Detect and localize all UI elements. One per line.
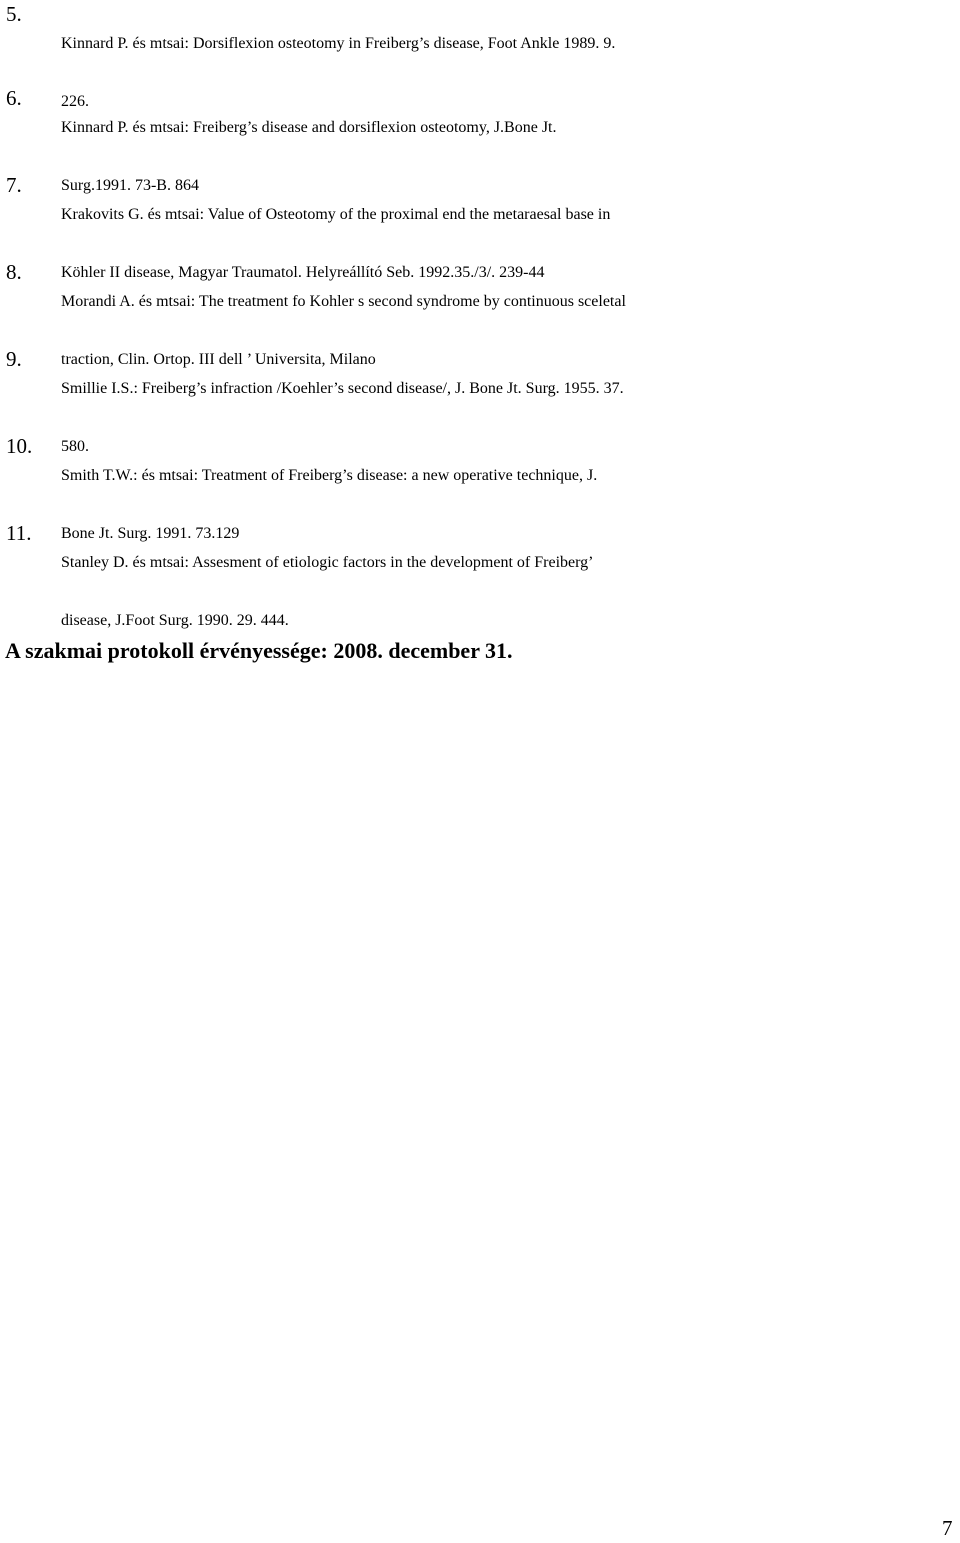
protocol-validity-note: A szakmai protokoll érvényessége: 2008. december 31. (5, 638, 513, 663)
reference-line: Bone Jt. Surg. 1991. 73.129 (61, 525, 240, 542)
reference-line: Stanley D. és mtsai: Assesment of etiologic factors in the development of Freiberg’ (61, 554, 594, 571)
reference-number: 11. (6, 521, 32, 545)
reference-line: Kinnard P. és mtsai: Dorsiflexion osteotomy in Freiberg’s disease, Foot Ankle 1989. 9. (61, 35, 616, 52)
reference-line: disease, J.Foot Surg. 1990. 29. 444. (61, 612, 289, 629)
reference-line: traction, Clin. Ortop. III dell ’ Universita, Milano (61, 351, 376, 368)
reference-line: Krakovits G. és mtsai: Value of Osteotomy of the proximal end the metaraesal base in (61, 206, 611, 223)
page-number: 7 (942, 1516, 953, 1540)
reference-line: Köhler II disease, Magyar Traumatol. Helyreállító Seb. 1992.35./3/. 239-44 (61, 264, 545, 281)
reference-line: Surg.1991. 73-B. 864 (61, 177, 199, 194)
reference-line: Smith T.W.: és mtsai: Treatment of Freiberg’s disease: a new operative technique, J. (61, 467, 598, 484)
reference-line: Smillie I.S.: Freiberg’s infraction /Koehler’s second disease/, J. Bone Jt. Surg. 1955. 37. (61, 380, 624, 397)
reference-number: 10. (6, 434, 33, 458)
reference-number: 9. (6, 347, 22, 371)
reference-number: 8. (6, 260, 22, 284)
reference-number: 5. (6, 2, 22, 26)
reference-line: Kinnard P. és mtsai: Freiberg’s disease and dorsiflexion osteotomy, J.Bone Jt. (61, 119, 557, 136)
reference-line: 580. (61, 438, 89, 455)
reference-line: Morandi A. és mtsai: The treatment fo Kohler s second syndrome by continuous sceletal (61, 293, 626, 310)
reference-number: 6. (6, 86, 22, 110)
reference-line: 226. (61, 93, 89, 110)
reference-number: 7. (6, 173, 22, 197)
